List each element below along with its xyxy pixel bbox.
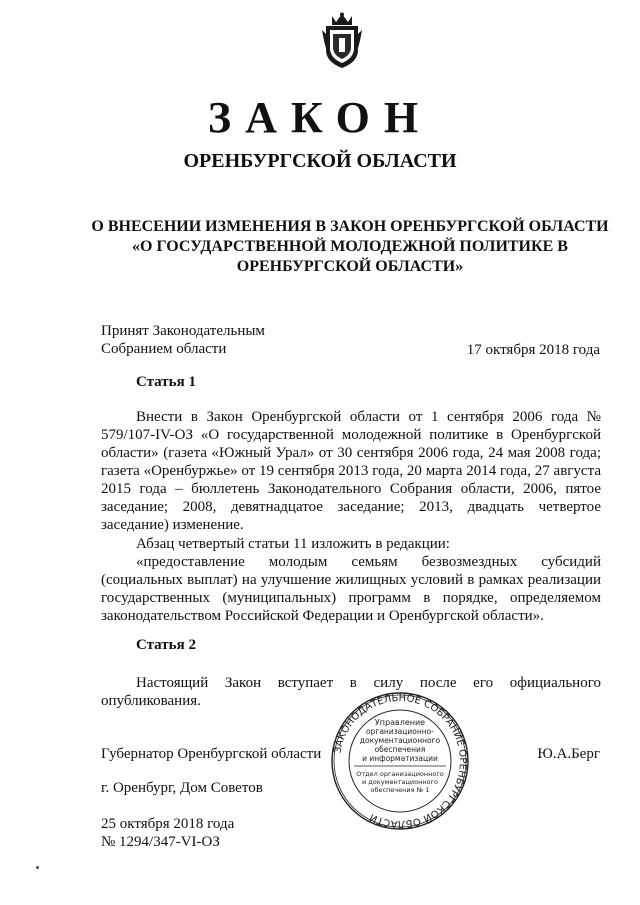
heading-line: «О ГОСУДАРСТВЕННОЙ МОЛОДЕЖНОЙ ПОЛИТИКЕ В <box>132 238 568 255</box>
stamp-line: и информатизации <box>362 754 438 763</box>
stamp-line: документационного <box>359 736 441 745</box>
stamp-dept-line: обеспечения № 1 <box>370 786 430 794</box>
scan-speck <box>36 866 39 869</box>
law-number: № 1294/347-VI-ОЗ <box>101 834 220 850</box>
adopted-line: Принят Законодательным <box>101 323 265 339</box>
law-heading <box>90 217 610 277</box>
stamp-outer-text: ЗАКОНОДАТЕЛЬНОЕ СОБРАНИЕ ОРЕНБУРГСКОЙ ОБЛАСТИ <box>332 692 469 830</box>
article-1-paragraph: «предоставление молодым семьям безвозмездных субсидий (социальных выплат) на улучшение жилищных условий в рамках реализации государственных (муниципальных) программ в порядке, определяемом законодательством Российской Федерации и Оренбургской области». <box>101 554 601 624</box>
heading-line: ОРЕНБУРГСКОЙ ОБЛАСТИ» <box>236 258 464 275</box>
document-subtitle: ОРЕНБУРГСКОЙ ОБЛАСТИ <box>183 150 457 172</box>
article-1-title: Статья 1 <box>136 374 196 390</box>
governor-name: Ю.А.Берг <box>537 746 600 762</box>
stamp-line: организационно- <box>366 727 434 736</box>
article-2-title: Статья 2 <box>136 637 196 653</box>
coat-of-arms-icon <box>320 12 364 70</box>
document-title: ЗАКОН <box>207 93 433 142</box>
stamp-dept-line: Отдел организационного <box>356 770 444 778</box>
adopted-by <box>101 322 265 358</box>
article-1-paragraph: Внести в Закон Оренбургской области от 1 сентября 2006 года № 579/107-IV-ОЗ «О государственной молодежной политике в Оренбургской области» (газета «Южный Урал» от 30 сентября 2006 года, 24 мая 2008 года; газета «Оренбуржье» от 19 сентября 2013 года, 20 марта 2014 года, 27 августа 2015 года – бюллетень Законодательного Собрания области, 2006, пятое заседание; 2008, девятнадцатое заседание; 2013, двадцать четвертое заседание) изменение. <box>101 409 601 533</box>
article-1-paragraph: Абзац четвертый статьи 11 изложить в редакции: <box>136 536 450 552</box>
stamp-line: Управление <box>374 718 426 727</box>
heading-line: О ВНЕСЕНИИ ИЗМЕНЕНИЯ В ЗАКОН ОРЕНБУРГСКОЙ ОБЛАСТИ <box>91 218 609 235</box>
signing-place: г. Оренбург, Дом Советов <box>101 780 263 796</box>
governor-title: Губернатор Оренбургской области <box>101 746 322 762</box>
official-stamp-icon <box>330 691 470 831</box>
adopted-line: Собранием области <box>101 341 227 357</box>
stamp-line: обеспечения <box>374 745 426 754</box>
article-2-paragraph: Настоящий Закон вступает в силу после его официального опубликования. <box>101 675 601 709</box>
stamp-dept-line: и документационного <box>362 778 438 786</box>
adopted-date: 17 октября 2018 года <box>466 342 600 358</box>
signing-date: 25 октября 2018 года <box>101 816 235 832</box>
